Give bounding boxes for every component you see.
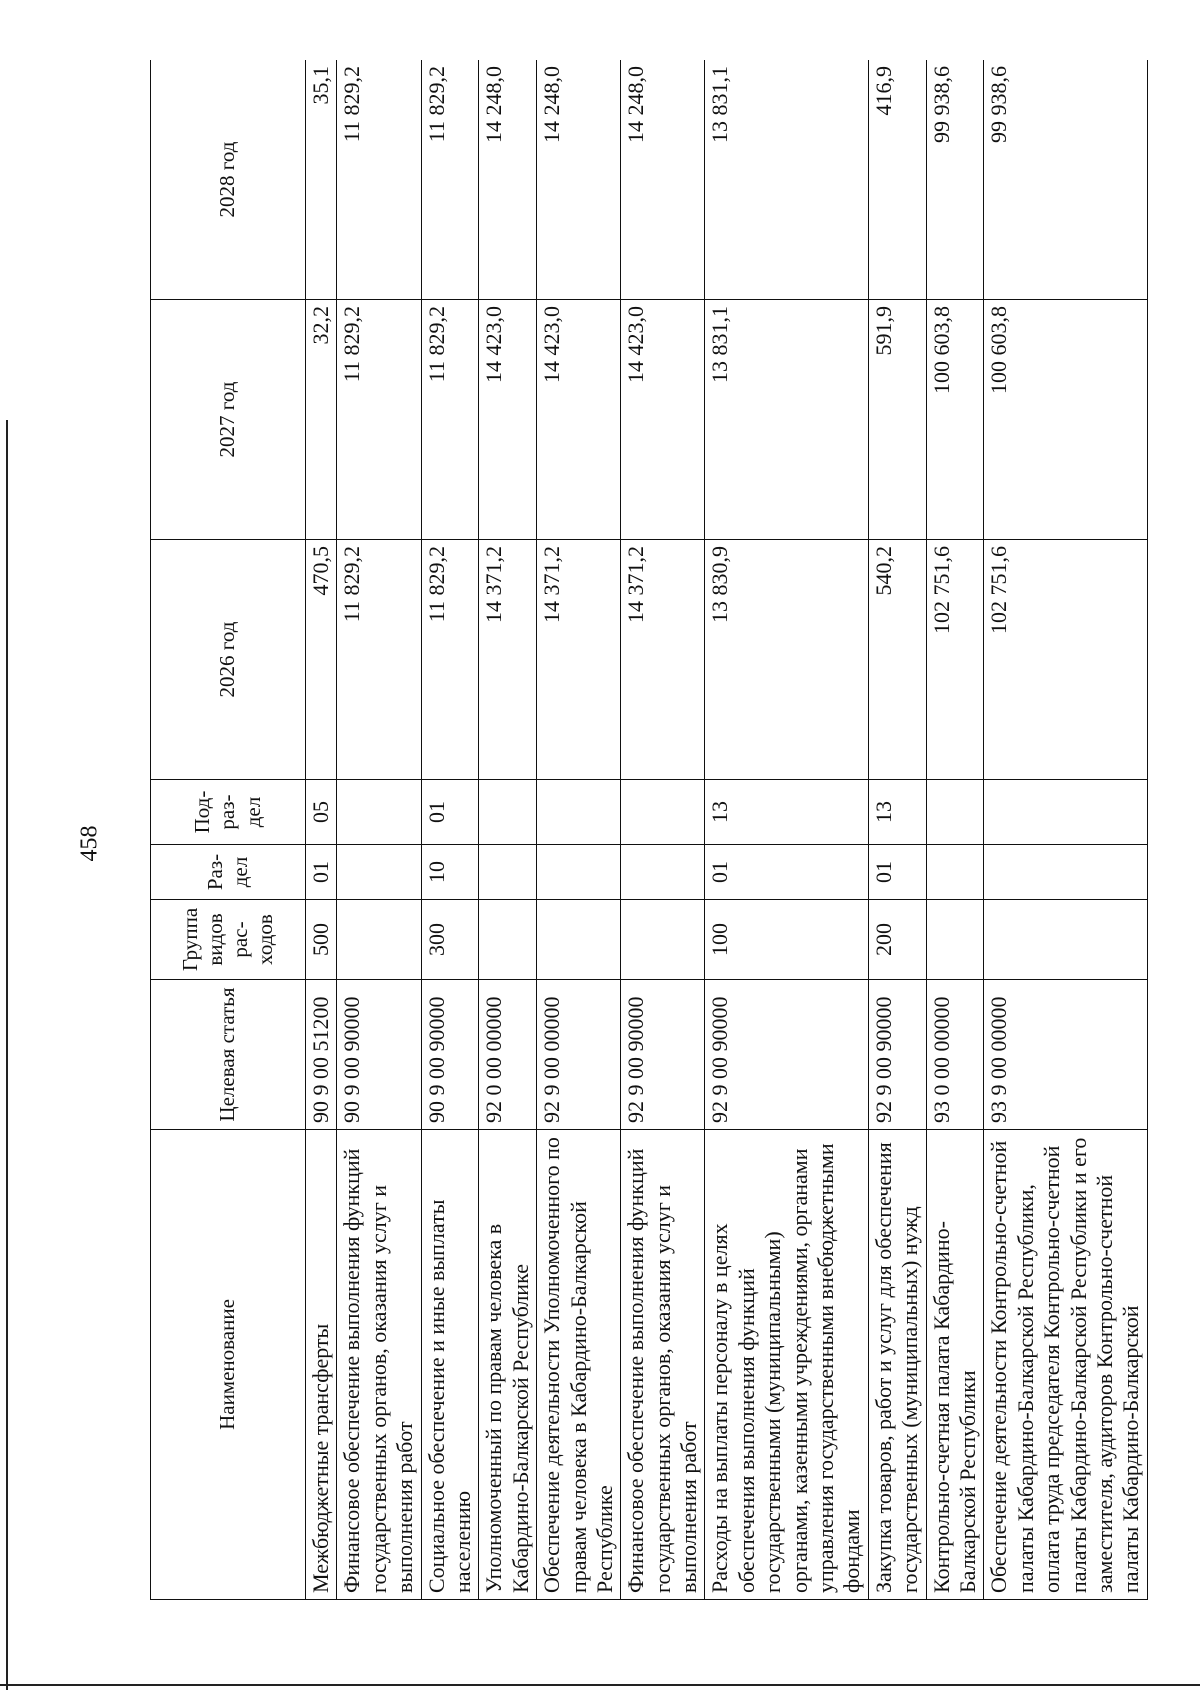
header-2028: 2028 год [151,60,306,300]
table-row [337,60,421,1600]
cell-target: 90 9 00 51200 [306,980,337,1130]
cell-2028: 14 248,0 [537,60,621,300]
budget-table-container [150,60,1152,1600]
cell-section [537,845,621,900]
table-row [984,60,1147,1600]
cell-2026: 102 751,6 [984,540,1147,780]
cell-section: 01 [868,845,926,900]
cell-name: Финансовое обеспечение выполнения функций государственных органов, оказания услуг и выполнения работ [621,1130,705,1600]
cell-name: Обеспечение деятельности Уполномоченного по правам человека в Кабардино-Балкарской Республике [537,1130,621,1600]
cell-name: Уполномоченный по правам человека в Кабардино-Балкарской Республике [479,1130,537,1600]
cell-2026: 11 829,2 [421,540,479,780]
table-row [705,60,868,1600]
cell-2026: 540,2 [868,540,926,780]
cell-target: 92 9 00 00000 [537,980,621,1130]
cell-target: 93 9 00 00000 [984,980,1147,1130]
cell-name: Социальное обеспечение и иные выплаты населению [421,1130,479,1600]
cell-group [479,900,537,980]
cell-name: Межбюджетные трансферты [306,1130,337,1600]
page-number: 458 [76,825,103,862]
cell-group: 100 [705,900,868,980]
cell-2026: 102 751,6 [926,540,984,780]
table-row [421,60,479,1600]
cell-group [926,900,984,980]
cell-target: 90 9 00 90000 [337,980,421,1130]
cell-name: Финансовое обеспечение выполнения функций государственных органов, оказания услуг и выполнения работ [337,1130,421,1600]
table-row [479,60,537,1600]
header-section: Раз-дел [151,845,306,900]
cell-2027: 32,2 [306,300,337,540]
cell-section: 01 [306,845,337,900]
scan-edge-bottom [0,1684,1200,1686]
header-subsection: Под-раз-дел [151,780,306,845]
cell-2026: 14 371,2 [621,540,705,780]
cell-name: Расходы на выплаты персоналу в целях обеспечения выполнения функций государственными (муниципальными) органами, казенными учреждениями, органами управления государственными внебюджетными фондами [705,1130,868,1600]
header-target: Целевая статья [151,980,306,1130]
cell-2026: 470,5 [306,540,337,780]
cell-2028: 416,9 [868,60,926,300]
cell-2027: 14 423,0 [479,300,537,540]
cell-target: 93 0 00 00000 [926,980,984,1130]
cell-target: 92 9 00 90000 [621,980,705,1130]
cell-2027: 14 423,0 [537,300,621,540]
cell-subsection [479,780,537,845]
cell-2028: 35,1 [306,60,337,300]
table-header-row [151,60,306,1600]
cell-group [537,900,621,980]
header-2026: 2026 год [151,540,306,780]
header-name: Наименование [151,1130,306,1600]
cell-section: 10 [421,845,479,900]
table-row [868,60,926,1600]
cell-2027: 11 829,2 [337,300,421,540]
cell-subsection: 01 [421,780,479,845]
budget-table [150,60,1148,1600]
cell-subsection: 05 [306,780,337,845]
cell-2028: 99 938,6 [926,60,984,300]
cell-section [621,845,705,900]
cell-2027: 591,9 [868,300,926,540]
cell-group: 300 [421,900,479,980]
cell-target: 92 9 00 90000 [705,980,868,1130]
table-row [621,60,705,1600]
cell-2026: 11 829,2 [337,540,421,780]
cell-group: 200 [868,900,926,980]
cell-subsection: 13 [705,780,868,845]
cell-section [337,845,421,900]
cell-section: 01 [705,845,868,900]
cell-2028: 11 829,2 [421,60,479,300]
cell-section [926,845,984,900]
cell-2028: 11 829,2 [337,60,421,300]
table-row [306,60,337,1600]
table-row [926,60,984,1600]
cell-2026: 13 830,9 [705,540,868,780]
scan-edge-left [6,420,8,1690]
cell-name: Закупка товаров, работ и услуг для обеспечения государственных (муниципальных) нужд [868,1130,926,1600]
cell-subsection [537,780,621,845]
cell-target: 90 9 00 90000 [421,980,479,1130]
cell-2027: 100 603,8 [926,300,984,540]
cell-subsection [621,780,705,845]
cell-2026: 14 371,2 [537,540,621,780]
cell-2027: 100 603,8 [984,300,1147,540]
cell-subsection [337,780,421,845]
cell-2027: 11 829,2 [421,300,479,540]
cell-target: 92 0 00 00000 [479,980,537,1130]
cell-target: 92 9 00 90000 [868,980,926,1130]
cell-2028: 13 831,1 [705,60,868,300]
cell-2028: 14 248,0 [479,60,537,300]
cell-section [984,845,1147,900]
header-group: Группа видов рас-ходов [151,900,306,980]
cell-group [984,900,1147,980]
cell-group: 500 [306,900,337,980]
cell-group [621,900,705,980]
budget-table-rotated [150,60,1152,1600]
cell-subsection: 13 [868,780,926,845]
table-row [537,60,621,1600]
cell-2027: 14 423,0 [621,300,705,540]
cell-subsection [926,780,984,845]
cell-group [337,900,421,980]
cell-section [479,845,537,900]
cell-name: Обеспечение деятельности Контрольно-счетной палаты Кабардино-Балкарской Республики, оплата труда председателя Контрольно-счетной палаты Кабардино-Балкарской Республики и его заместителя, аудиторов Контрольно-счетной палаты Кабардино-Балкарской [984,1130,1147,1600]
cell-2026: 14 371,2 [479,540,537,780]
header-2027: 2027 год [151,300,306,540]
cell-2028: 14 248,0 [621,60,705,300]
cell-2027: 13 831,1 [705,300,868,540]
cell-subsection [984,780,1147,845]
cell-name: Контрольно-счетная палата Кабардино-Балкарской Республики [926,1130,984,1600]
cell-2028: 99 938,6 [984,60,1147,300]
